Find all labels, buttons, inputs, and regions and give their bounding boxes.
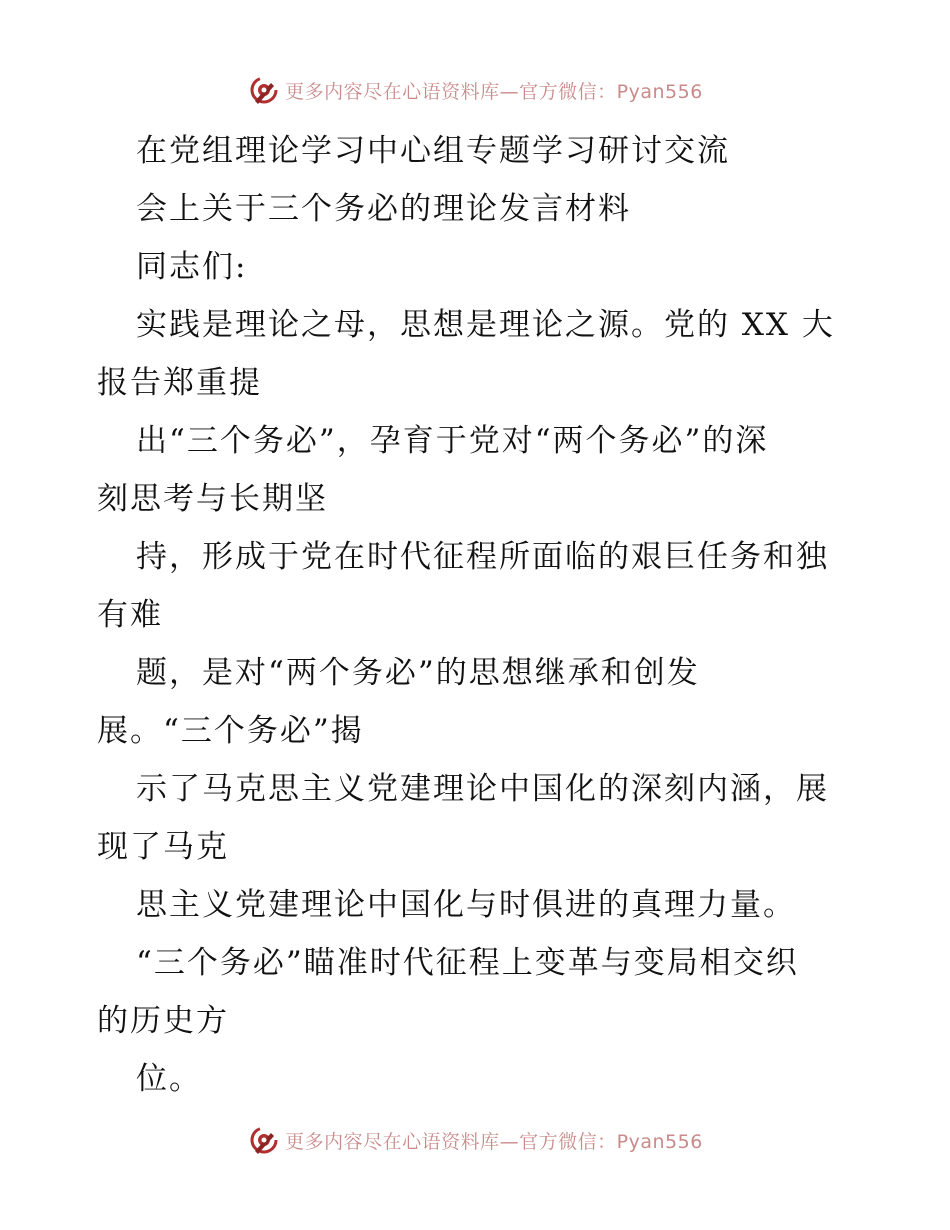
body-line: 刻思考与长期坚 <box>97 481 328 517</box>
watermark-text: 更多内容尽在心语资料库—官方微信：Pyan556 <box>285 80 703 103</box>
footer-watermark-banner <box>0 1120 950 1160</box>
pen-swirl-icon <box>247 1123 281 1157</box>
body-line: 报告郑重提 <box>97 365 262 401</box>
body-line: 持，形成于党在时代征程所面临的艰巨任务和独 <box>136 539 829 575</box>
pen-swirl-icon <box>247 73 281 107</box>
body-line: 展。“三个务必”揭 <box>97 713 364 749</box>
body-line: 实践是理论之母，思想是理论之源。党的 XX 大 <box>136 307 835 343</box>
body-line: 现了马克 <box>97 829 229 865</box>
body-line: 出“三个务必”，孕育于党对“两个务必”的深 <box>136 423 769 459</box>
watermark-text: 更多内容尽在心语资料库—官方微信：Pyan556 <box>285 1130 703 1153</box>
body-line: 有难 <box>97 597 163 633</box>
document-title-line-2: 会上关于三个务必的理论发言材料 <box>136 191 631 227</box>
body-line: “三个务必”瞄准时代征程上变革与变局相交织 <box>136 945 799 981</box>
body-line: 题，是对“两个务必”的思想继承和创发 <box>136 655 700 691</box>
document-title-line-1: 在党组理论学习中心组专题学习研讨交流 <box>136 133 730 169</box>
body-line: 示了马克思主义党建理论中国化的深刻内涵，展 <box>136 771 829 807</box>
salutation: 同志们: <box>136 249 248 285</box>
body-line: 思主义党建理论中国化与时俱进的真理力量。 <box>136 887 796 923</box>
header-watermark-banner <box>0 70 950 110</box>
body-line: 的历史方 <box>97 1003 229 1039</box>
body-line: 位。 <box>136 1061 202 1097</box>
